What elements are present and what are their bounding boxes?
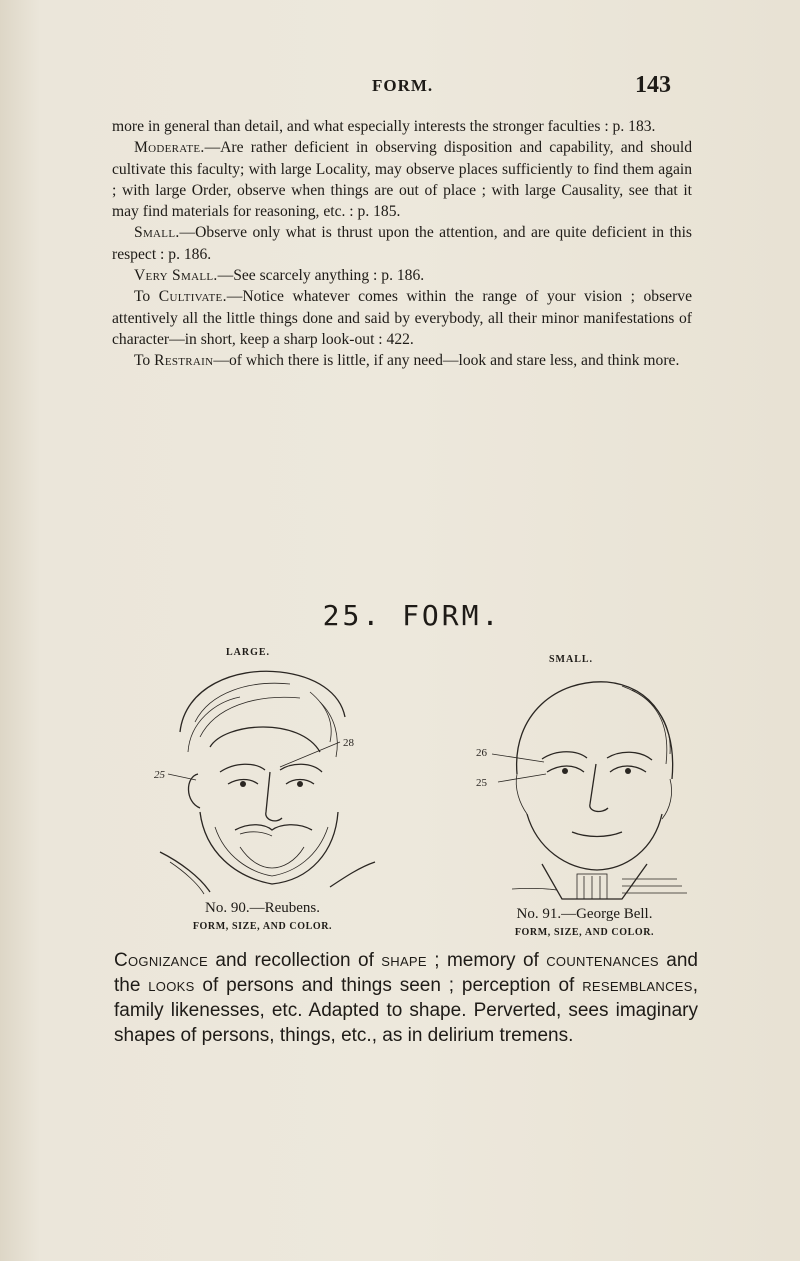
page-header — [0, 72, 800, 106]
marker-26: 26 — [476, 747, 487, 759]
section-title: 25. FORM. — [322, 599, 502, 632]
illustration-reubens-head — [140, 662, 385, 898]
caption-title-reubens: No. 90.—Reubens. — [205, 900, 320, 916]
cognizance-paragraph: Cognizance and recollection of shape ; memory of countenances and the looks of persons and things seen ; perception of resemblances, family likenesses, etc. Adapted to shape. Perverted, sees imaginary shapes of persons, things, etc., as in delirium tremens. — [114, 950, 698, 1046]
paragraph-small: Small.—Observe only what is thrust upon the attention, and are quite deficient in this respect : p. 186. — [112, 224, 692, 263]
running-head: FORM. — [372, 76, 434, 95]
marker-28: 28 — [343, 737, 354, 749]
paragraph-continuation: more in general than detail, and what especially interests the stronger faculties : p. 183. — [112, 118, 656, 135]
marker-25-right: 25 — [476, 777, 487, 789]
body-text — [112, 116, 692, 372]
illustration-george-bell-head — [472, 664, 697, 904]
caption-title-george-bell: No. 91.—George Bell. — [516, 906, 653, 922]
term-very-small: Very Small. — [134, 267, 218, 285]
page-number: 143 — [635, 72, 671, 98]
paragraph-restrain: To Restrain—of which there is little, if any need—look and stare less, and think more. — [134, 352, 680, 370]
paragraph-cultivate: To Cultivate.—Notice whatever comes within the range of your vision ; observe attentively all the little things done and said by everybody, all their minor manifestations of character—in short, keep a sharp look-out : 422. — [112, 288, 692, 348]
label-large: LARGE. — [226, 647, 271, 658]
term-restrain: Restrain — [154, 352, 214, 370]
marker-25-left: 25 — [154, 769, 165, 781]
caption-sub-george-bell: FORM, SIZE, AND COLOR. — [514, 927, 655, 938]
term-small: Small. — [134, 224, 180, 242]
label-small: SMALL. — [549, 654, 594, 665]
term-cultivate: Cultivate. — [158, 288, 227, 306]
caption-sub-reubens: FORM, SIZE, AND COLOR. — [192, 921, 333, 932]
paragraph-moderate: Moderate.—Are rather deficient in observing disposition and capability, and should cultivate this faculty; with large Locality, may observe places sufficiently to find them again ; with large Order, observe when things are out of place ; with large Causality, see that it may find materials for reasoning, etc. : p. 185. — [112, 139, 692, 221]
paragraph-very-small: Very Small.—See scarcely anything : p. 186. — [134, 267, 425, 285]
caption-reubens — [140, 900, 385, 932]
term-moderate: Moderate. — [134, 139, 205, 157]
caption-george-bell — [462, 906, 707, 938]
